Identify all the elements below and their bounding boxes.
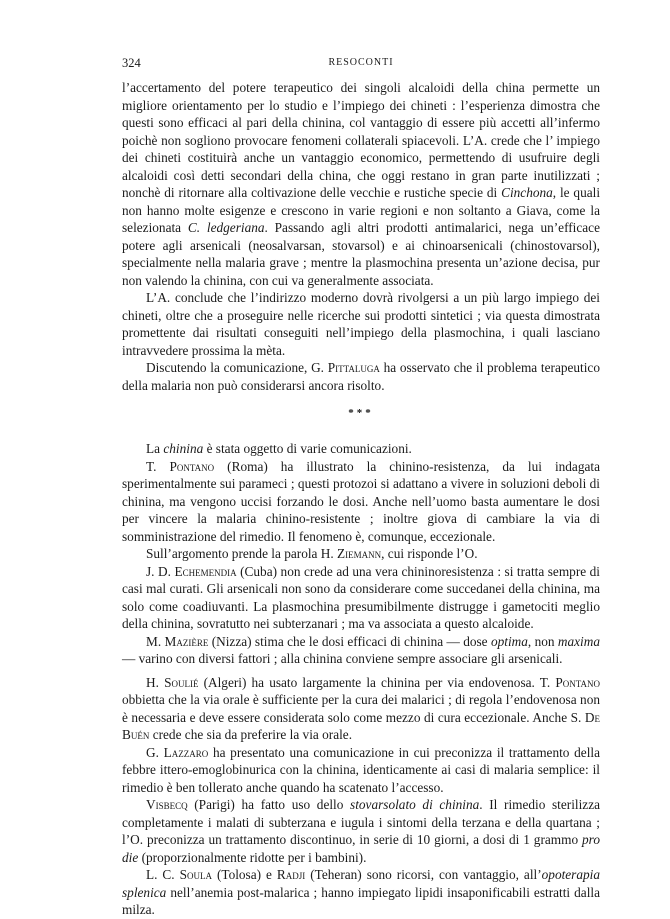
intro-paragraph-2: L’A. conclude che l’indirizzo moderno dovrà rivolgersi a un più largo impiego dei chineti, oltre che a proseguire nelle ricerche sui prodotti sintetici ; via questa dimostrata promettente dai risultati conseguiti nell’impiego della plasmochina, i quali lasciano intravvedere prossima la mèta. bbox=[122, 290, 600, 358]
intro-paragraph-1: l’accertamento del potere terapeutico dei singoli alcaloidi della china permette un migliore orientamento per lo studio e l’impiego dei chineti : l’esperienza dimostra che questi sono efficaci al pari della chinina, col vantaggio di essere più accetti all’infermo poichè non sogliono provocare fenomeni collaterali spiacevoli. L’A. crede che l’ impiego dei chineti costituirà anche un vantaggio economico, permettendo di usufruire degli alcaloidi così detti secondari della china, che oggi restano in gran parte inutilizzati ; nonchè di ritornare alla coltivazione delle vecchie e rustiche specie di Cinchona, le quali non hanno molte esigenze e crescono in varie regioni e non soltanto a Giava, come la selezionata C. ledgeriana. Passando agli altri prodotti antimalarici, nega un’efficace potere agli arsenicali (neosalvarsan, stovarsol) e ai chinoarsenicali (chinostovarsol), specialmente nella malaria grave ; mentre la plasmochina presenta un’azione decisa, pur non valendo la chinina, con cui va generalmente associata. bbox=[122, 80, 601, 288]
section2-paragraph-9: L. C. Soula (Tolosa) e Radji (Teheran) sono ricorsi, con vantaggio, all’opoterapia splenica nell’anemia post-malarica ; hanno impiegato lipidi insaponificabili estratti dalla milza. bbox=[122, 867, 600, 917]
section2-paragraph-6: H. Soulié (Algeri) ha usato largamente la chinina per via endovenosa. T. Pontano obbietta che la via orale è sufficiente per la cura dei malarici ; di regola l’endovenosa non è necessaria e deve essere considerata solo come mezzo di cura eccezionale. Anche S. De Buén crede che sia da preferire la via orale. bbox=[122, 674, 600, 742]
section2-paragraph-2: T. Pontano (Roma) ha illustrato la chinino-resistenza, da lui indagata sperimentalmente sui parameci ; questi protozoi si adattano a vivere in soluzioni deboli di chinina, ma vengono uccisi forzando le dosi. Anche nell’uomo basta aumentare le dosi per vincere la malaria chinino-resistente ; inoltre giova di cambiare la via di somministrazione del rimedio. Il fenomeno è, comunque, eccezionale. bbox=[122, 458, 600, 544]
intro-paragraph-3: Discutendo la comunicazione, G. Pittaluga ha osservato che il problema terapeutico della malaria non può considerarsi ancora risolto. bbox=[122, 360, 600, 393]
section2-paragraph-8: Visbecq (Parigi) ha fatto uso dello stovarsolato di chinina. Il rimedio sterilizza completamente i malati di subterzana e iugula i sintomi della terzana e della quartana ; l’O. preconizza un trattamento discontinuo, in serie di 10 giorni, a dosi di 1 grammo pro die (proporzionalmente ridotte per i bambini). bbox=[122, 797, 600, 865]
section2-paragraph-5: M. Mazière (Nizza) stima che le dosi efficaci di chinina — dose optima, non maxima — varino con diversi fattori ; alla chinina conviene sempre associare gli arsenicali. bbox=[122, 633, 600, 666]
section2-paragraph-1: La chinina è stata oggetto di varie comunicazioni. bbox=[146, 441, 412, 456]
page-header bbox=[122, 56, 600, 72]
running-head: RESOCONTI bbox=[328, 57, 394, 68]
section-separator: *** bbox=[348, 407, 374, 419]
section2-paragraph-3: Sull’argomento prende la parola H. Ziemann, cui risponde l’O. bbox=[146, 546, 478, 561]
section2-paragraph-7: G. Lazzaro ha presentato una comunicazione in cui preconizza il trattamento della febbre ittero-emoglobinurica con la chinina, identicamente ai casi di malaria semplice: il rimedio è ben tollerato anche quando ha scatenato l’accesso. bbox=[122, 744, 600, 795]
section2-paragraph-4: J. D. Echemendia (Cuba) non crede ad una vera chininoresistenza : si tratta sempre di casi mal curati. Gli arsenicali non sono da considerare come succedanei della chinina, ma solo come coadiuvanti. La plasmochina presumibilmente distrugge i gametociti meglio della chinina, sovratutto nei subterzanari ; ma va associata a questo alcaloide. bbox=[122, 563, 601, 631]
page-number: 324 bbox=[122, 56, 141, 70]
body-text bbox=[122, 79, 600, 919]
